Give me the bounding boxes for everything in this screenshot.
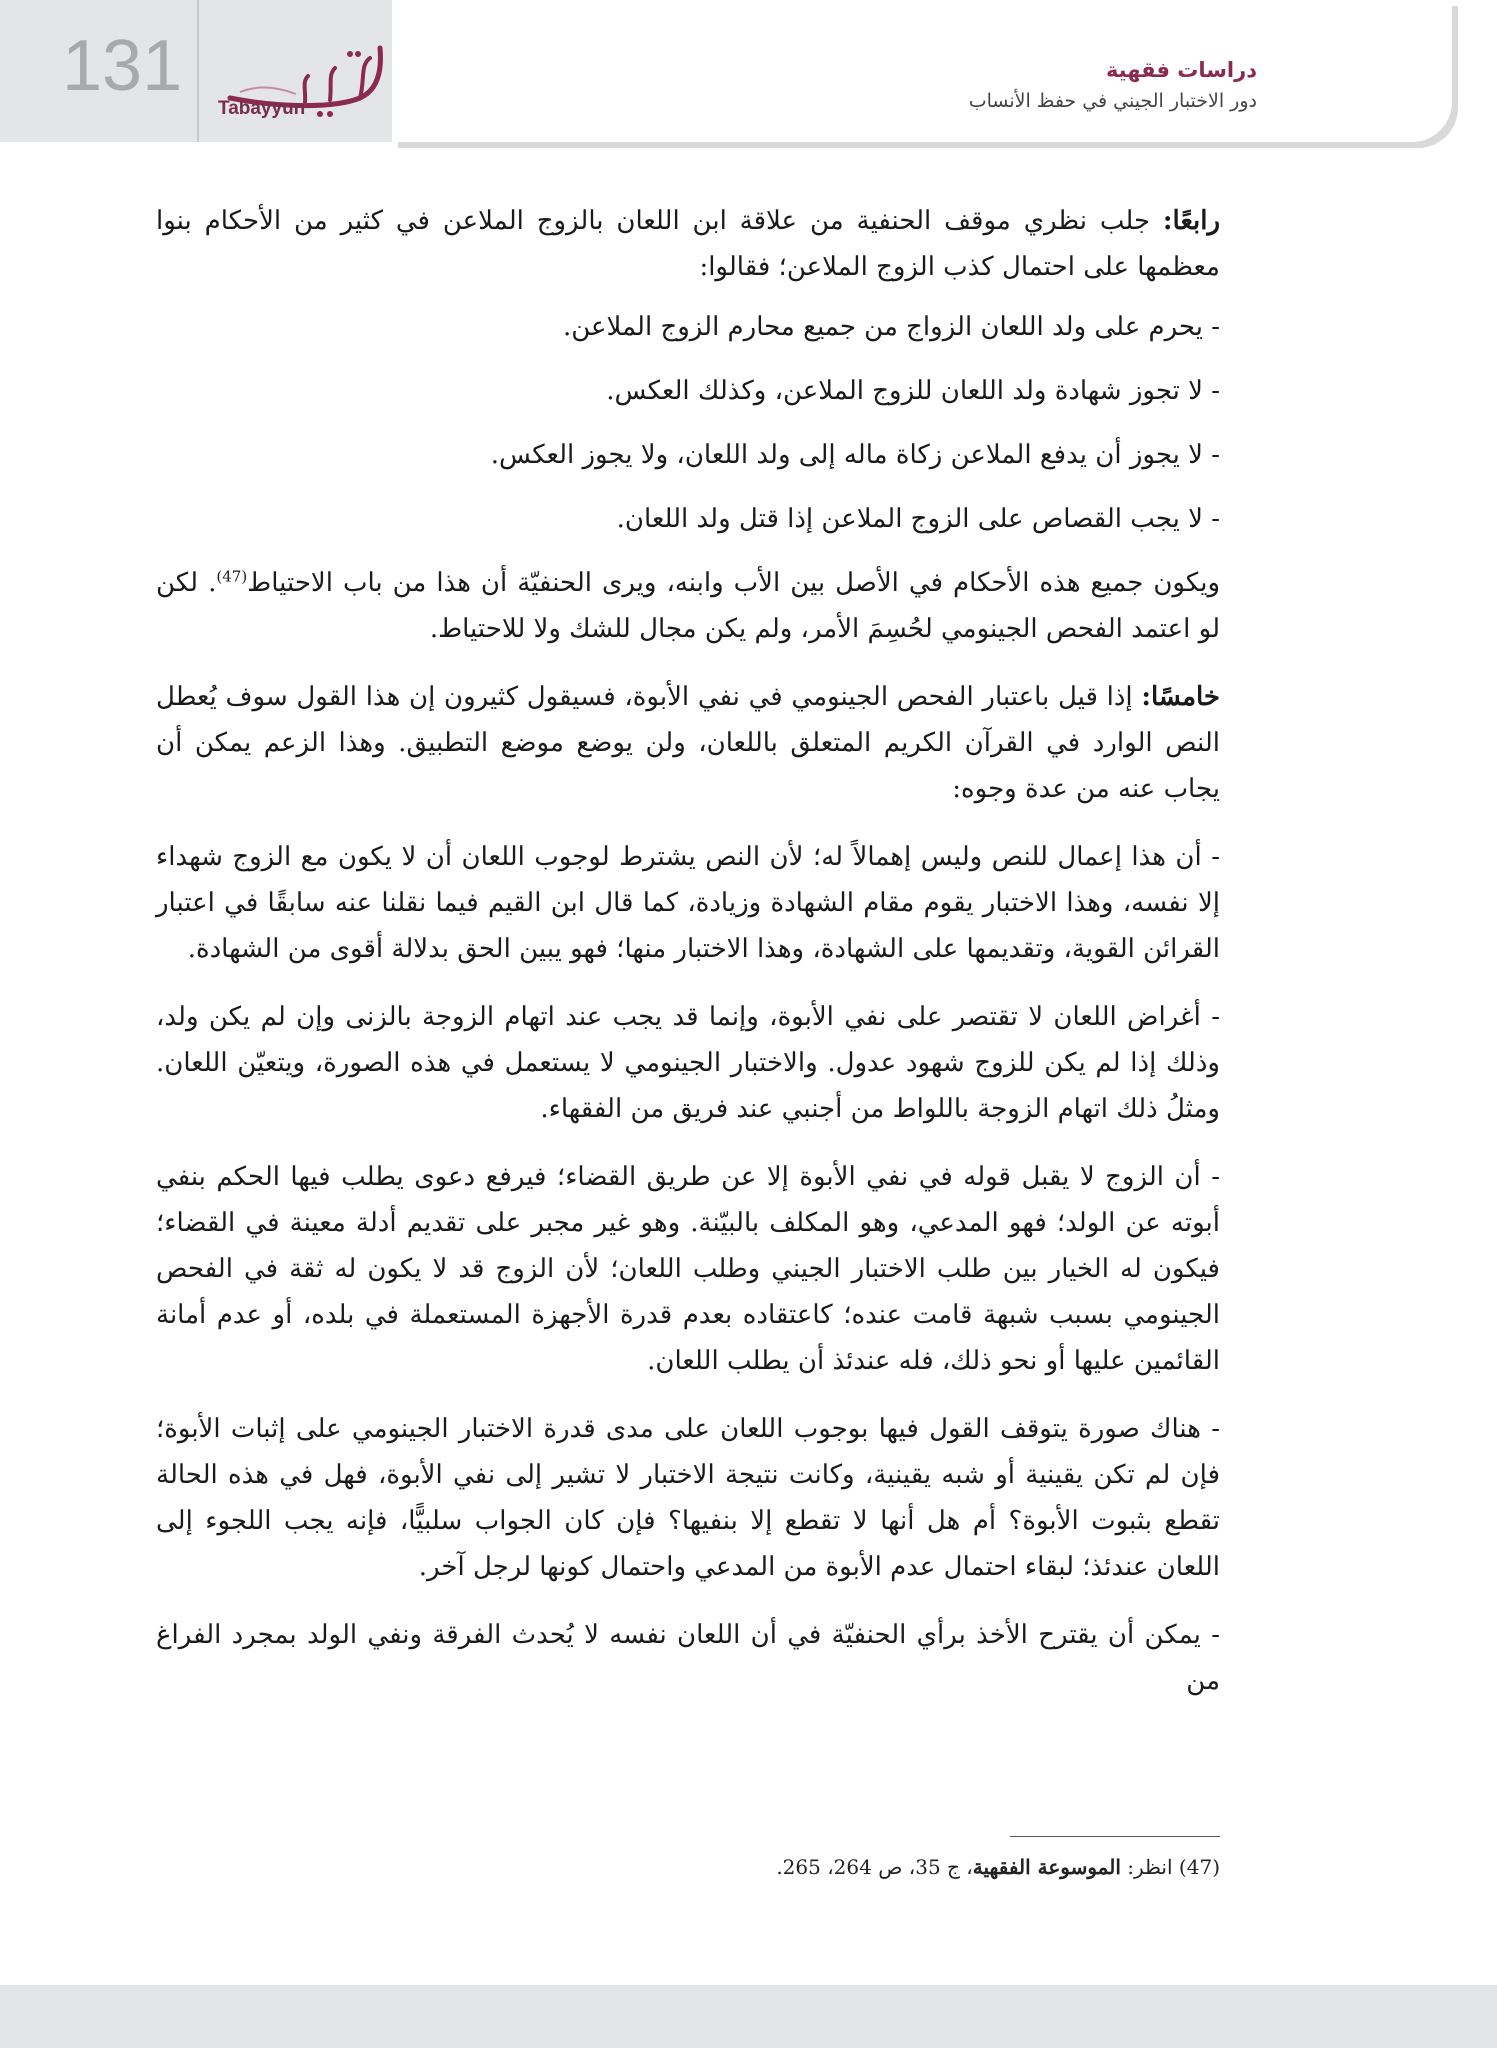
- footnote-divider: [1010, 1836, 1220, 1837]
- tabayyun-logo: [210, 40, 390, 132]
- paragraph-text: إذا قيل باعتبار الفحص الجينومي في نفي الأبوة، فسيقول كثيرون إن هذا القول سوف يُعطل النص الوارد في القرآن الكريم المتعلق باللعان، ولن يوضع موضع التطبيق. وهذا الزعم يمكن أن يجاب عنه من عدة وجوه:: [156, 682, 1220, 804]
- paragraph-text: ويكون جميع هذه الأحكام في الأصل بين الأب وابنه، ويرى الحنفيّة أن هذا من باب الاحتياط: [247, 568, 1220, 598]
- paragraph-text: جلب نظري موقف الحنفية من علاقة ابن اللعان بالزوج الملاعن في كثير من الأحكام بنوا معظمها على احتمال كذب الزوج الملاعن؛ فقالوا:: [156, 206, 1220, 282]
- footnote-number: (47): [1178, 1855, 1220, 1879]
- paragraph-rabian: [156, 198, 1220, 290]
- paragraph-point: - أن هذا إعمال للنص وليس إهمالاً له؛ لأن النص يشترط لوجوب اللعان أن لا يكون مع الزوج شهداء إلا نفسه، وهذا الاختبار يقوم مقام الشهادة وزيادة، كما قال ابن القيم فيما نقلنا عنه سابقًا في اعتبار القرائن القوية، وتقديمها على الشهادة، وهذا الاختبار منها؛ فهو يبين الحق بدلالة أقوى من الشهادة.: [156, 842, 1220, 964]
- page-number: 131: [62, 26, 183, 106]
- paragraph-point: - يمكن أن يقترح الأخذ برأي الحنفيّة في أن اللعان نفسه لا يُحدث الفرقة ونفي الولد بمجرد الفراغ من: [156, 1620, 1220, 1696]
- paragraph-lead: رابعًا:: [1162, 206, 1220, 236]
- footnote-lead: انظر:: [1120, 1855, 1179, 1879]
- list-item: - لا يجب القصاص على الزوج الملاعن إذا قتل ولد اللعان.: [616, 504, 1220, 534]
- article-body: [156, 198, 1220, 1726]
- paragraph-point: - هناك صورة يتوقف القول فيها بوجوب اللعان على مدى قدرة الاختبار الجينومي على إثبات الأبوة؛ فإن لم تكن يقينية أو شبه يقينية، وكانت نتيجة الاختبار لا تشير إلى نفي الأبوة، فهل في هذه الحالة تقطع بثبوت الأبوة؟ أم هل أنها لا تقطع إلا بنفيها؟ فإن كان الجواب سلبيًّا، فإنه يجب اللجوء إلى اللعان عندئذ؛ لبقاء احتمال عدم الأبوة من المدعي واحتمال كونها لرجل آخر.: [156, 1414, 1220, 1582]
- list-item: - لا يجوز أن يدفع الملاعن زكاة ماله إلى ولد اللعان، ولا يجوز العكس.: [490, 440, 1220, 470]
- footnote-reference[interactable]: (47): [216, 567, 248, 586]
- list-item: - لا تجوز شهادة ولد اللعان للزوج الملاعن، وكذلك العكس.: [606, 376, 1220, 406]
- footnote-source: الموسوعة الفقهية: [972, 1855, 1121, 1879]
- paragraph-point: - أن الزوج لا يقبل قوله في نفي الأبوة إلا عن طريق القضاء؛ فيرفع دعوى يطلب فيها الحكم بنفي أبوته عن الولد؛ فهو المدعي، وهو المكلف بالبيّنة. وهو غير مجبر على تقديم أدلة معينة في القضاء؛ فيكون له الخيار بين طلب الاختبار الجيني وطلب اللعان؛ لأن الزوج قد لا يكون له ثقة في الفحص الجينومي بسبب شبهة قامت عنده؛ كاعتقاده بعدم قدرة الأجهزة المستعملة في بلده، أو عدم أمانة القائمين عليها أو نحو ذلك، فله عندئذ أن يطلب اللعان.: [156, 1162, 1220, 1376]
- page-footer-band: [0, 1985, 1497, 2048]
- list-item: - يحرم على ولد اللعان الزواج من جميع محارم الزوج الملاعن.: [562, 312, 1220, 342]
- header-right-panel: [392, 0, 1452, 142]
- paragraph-point: - أغراض اللعان لا تقتصر على نفي الأبوة، وإنما قد يجب عند اتهام الزوجة بالزنى وإن لم يكن ولد، وذلك إذا لم يكن للزوج شهود عدول. والاختبار الجينومي لا يستعمل في هذه الصورة، ويتعيّن اللعان. ومثلُ ذلك اتهام الزوجة باللواط من أجنبي عند فريق من الفقهاء.: [156, 1002, 1220, 1124]
- footnote: [156, 1852, 1220, 1882]
- paragraph-khamisan: [156, 674, 1220, 812]
- footnote-rest: ، ج 35، ص 264، 265.: [776, 1855, 973, 1879]
- paragraph-text: . لكن لو اعتمد الفحص الجينومي لحُسِمَ الأمر، ولم يكن مجال للشك ولا للاحتياط.: [156, 568, 1220, 644]
- article-title: دور الاختبار الجيني في حفظ الأنساب: [968, 90, 1257, 112]
- section-title: دراسات فقهية: [1105, 58, 1257, 82]
- logo-latin-text: Tabayyun: [218, 98, 306, 119]
- header-divider: [197, 0, 199, 142]
- page-header: [0, 0, 1497, 142]
- paragraph-lead: خامسًا:: [1141, 682, 1220, 712]
- paragraph-ihtiyat: [156, 560, 1220, 652]
